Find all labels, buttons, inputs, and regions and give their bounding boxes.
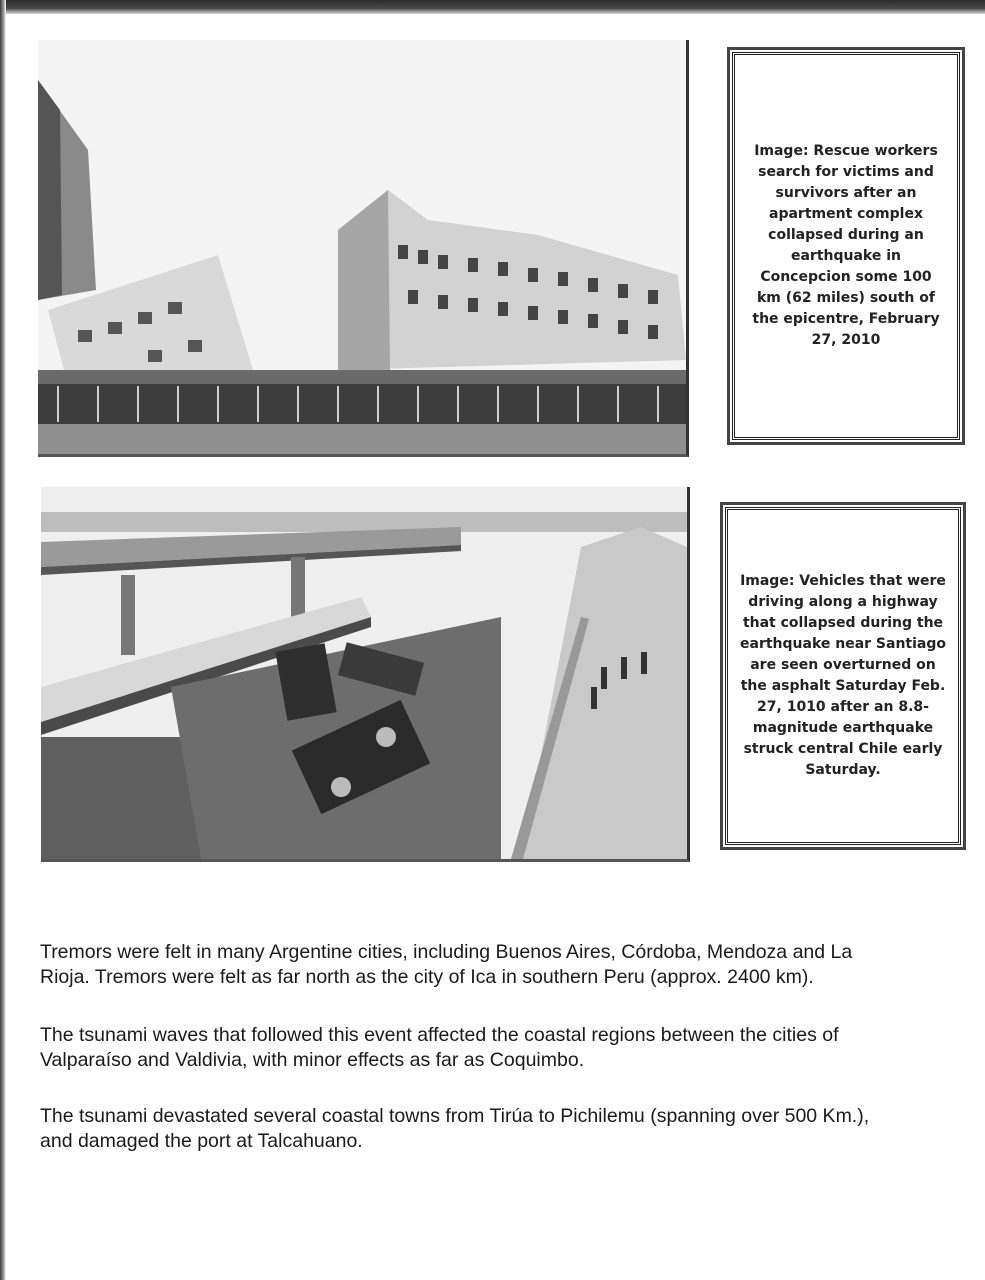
photo-collapsed-building bbox=[38, 40, 689, 457]
collapsed-highway-illustration bbox=[41, 487, 687, 859]
paragraph-tremors bbox=[40, 940, 940, 990]
collapsed-building-illustration bbox=[38, 40, 686, 454]
caption-text: Image: Rescue workers search for victims and survivors after an apartment complex collapsed during an earthquake in Concepcion some 100 km (62 miles) south of the epicentre, February 27, 2010 bbox=[752, 143, 940, 348]
caption-text: Image: Vehicles that were driving along a highway that collapsed during the earthquake near Santiago are seen overturned on the asphalt Saturday Feb. 27, 1010 after an 8.8-magnitude earthquake struck central Chile early Saturday. bbox=[740, 573, 947, 778]
caption-box-collapsed-highway bbox=[725, 507, 961, 845]
paragraph-line: Tremors were felt in many Argentine cities, including Buenos Aires, Córdoba, Mendoza and La bbox=[40, 941, 853, 963]
paragraph-tsunami-waves bbox=[40, 1023, 940, 1073]
scan-edge-top bbox=[0, 0, 985, 14]
paragraph-line: and damaged the port at Talcahuano. bbox=[40, 1130, 363, 1152]
scan-edge-left bbox=[0, 0, 6, 1280]
paragraph-line: The tsunami waves that followed this event affected the coastal regions between the cities of bbox=[40, 1024, 839, 1046]
photo-collapsed-highway bbox=[41, 487, 690, 862]
paragraph-line: The tsunami devastated several coastal towns from Tirúa to Pichilemu (spanning over 500 Km.), bbox=[40, 1105, 870, 1127]
paragraph-tsunami-damage bbox=[40, 1104, 940, 1154]
paragraph-line: Rioja. Tremors were felt as far north as the city of Ica in southern Peru (approx. 2400 km). bbox=[40, 966, 814, 988]
caption-box-collapsed-building bbox=[732, 52, 960, 440]
paragraph-line: Valparaíso and Valdivia, with minor effects as far as Coquimbo. bbox=[40, 1049, 585, 1071]
